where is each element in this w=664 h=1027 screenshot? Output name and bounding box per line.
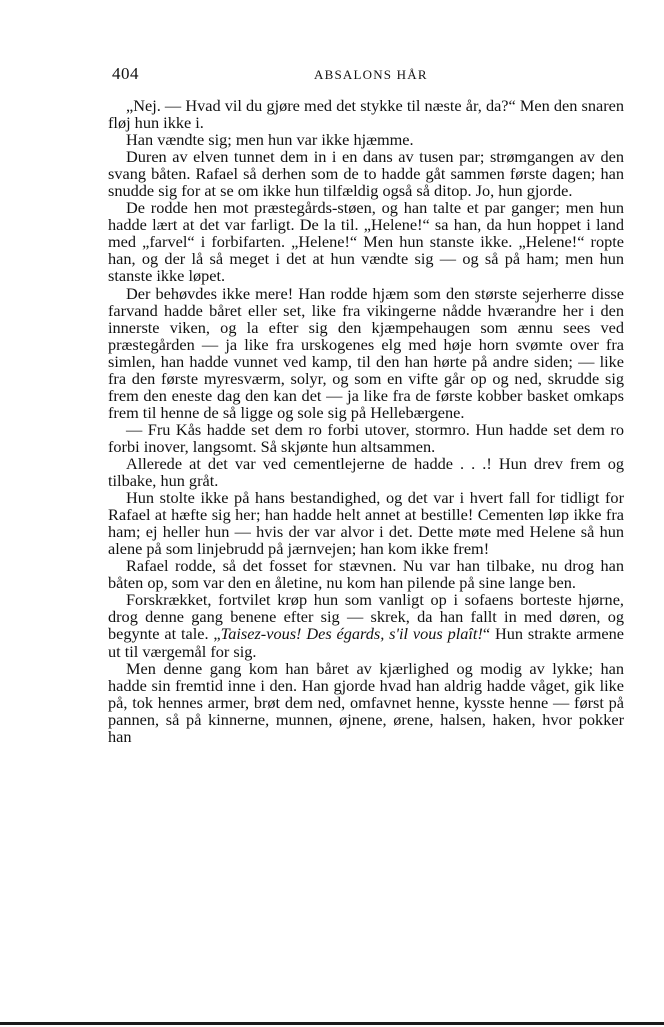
paragraph: Allerede at det var ved cementlejerne de hadde . . .! Hun drev frem og tilbake, hun gråt. [108, 453, 624, 491]
bottom-edge-rule [0, 1022, 664, 1025]
running-title: ABSALONS HÅR [314, 67, 428, 82]
paragraph-text: “ Hun strakte armene ut til værgemål for sig. [108, 624, 625, 661]
paragraph: „Nej. — Hvad vil du gjøre med det stykke til næste år, da?“ Men den snaren fløj hun ikke i. [108, 96, 624, 133]
page-header [108, 64, 624, 88]
paragraph: Hun stolte ikke på hans bestandighed, og det var i hvert fall for tidligt for Rafael at hæfte sig her; han hadde helt annet at bestille! Cementen løp ikke fra ham; ej heller hun — hvis der var alvor i det. Dette møte med Helene så hun alene på som linjebrudd på jærnvejen; han kom ikke frem! [108, 488, 624, 559]
body-text [108, 97, 624, 745]
french-quote: Taisez-vous! Des égards, s'il vous plaît! [220, 624, 483, 644]
paragraph: Der behøvdes ikke mere! Han rodde hjæm som den største sejerherre disse farvand hadde båret eller set, like fra vikingerne nådde hværandre her i den innerste viken, og la efter sig den kjæmpehaugen som ænnu sees ved præstegården — ja like fra urskogenes elg med høje horn svømte over fra simlen, han hadde vunnet ved kamp, til den han hørte på andre siden; — like fra den første myresværm, solyr, og som en vifte går op og ned, skrudde sig frem den eneste dag den kan det — ja like fra de første kobber basket omkaps frem til henne de så ligge og sole sig på Hellebærgene. [108, 283, 624, 422]
paragraph: Men denne gang kom han båret av kjærlighed og modig av lykke; han hadde sin fremtid inne i den. Han gjorde hvad han aldrig hadde våget, gik like på, tok hennes armer, brøt dem ned, omfavnet henne, kysste henne — først på pannen, så på kinnerne, munnen, øjnene, ørene, halsen, haken, hvor pokker han [108, 658, 624, 746]
page-number: 404 [112, 64, 139, 83]
paragraph: — Fru Kås hadde set dem ro forbi utover, stormro. Hun hadde set dem ro forbi inover, langsomt. Så skjønte hun altsammen. [108, 419, 624, 456]
paragraph: Rafael rodde, så det fosset for stævnen. Nu var han tilbake, nu drog han båten op, som var den en åletine, nu kom han pilende på sine lange ben. [108, 556, 624, 593]
paragraph: De rodde hen mot præstegårds-støen, og han talte et par ganger; men hun hadde lært at det var farligt. De la til. „Helene!“ sa han, da hun hoppet i land med „farvel“ i forbifarten. „Helene!“ Men hun stanste ikke. „Helene!“ ropte han, og der lå så meget i det at hun vændte sig — og så på ham; men hun stanste ikke løpet. [108, 198, 624, 286]
paragraph: Duren av elven tunnet dem in i en dans av tusen par; strømgangen av den svang båten. Rafael så derhen som de to hadde gåt sammen første dagen; han snudde sig for at se om ikke hun tilfældig også så ditop. Jo, hun gjorde. [108, 147, 624, 201]
paragraph-with-french-quote [108, 591, 624, 659]
paragraph-text: Forskrækket, fortvilet krøp hun som vanligt op i sofaens bortestе hjørne, drog denne gang benene efter sig — skrek, da han fallt in med døren, og begynte at tale. „ [108, 590, 624, 644]
paragraph: Han vændte sig; men hun var ikke hjæmme. [126, 130, 414, 150]
